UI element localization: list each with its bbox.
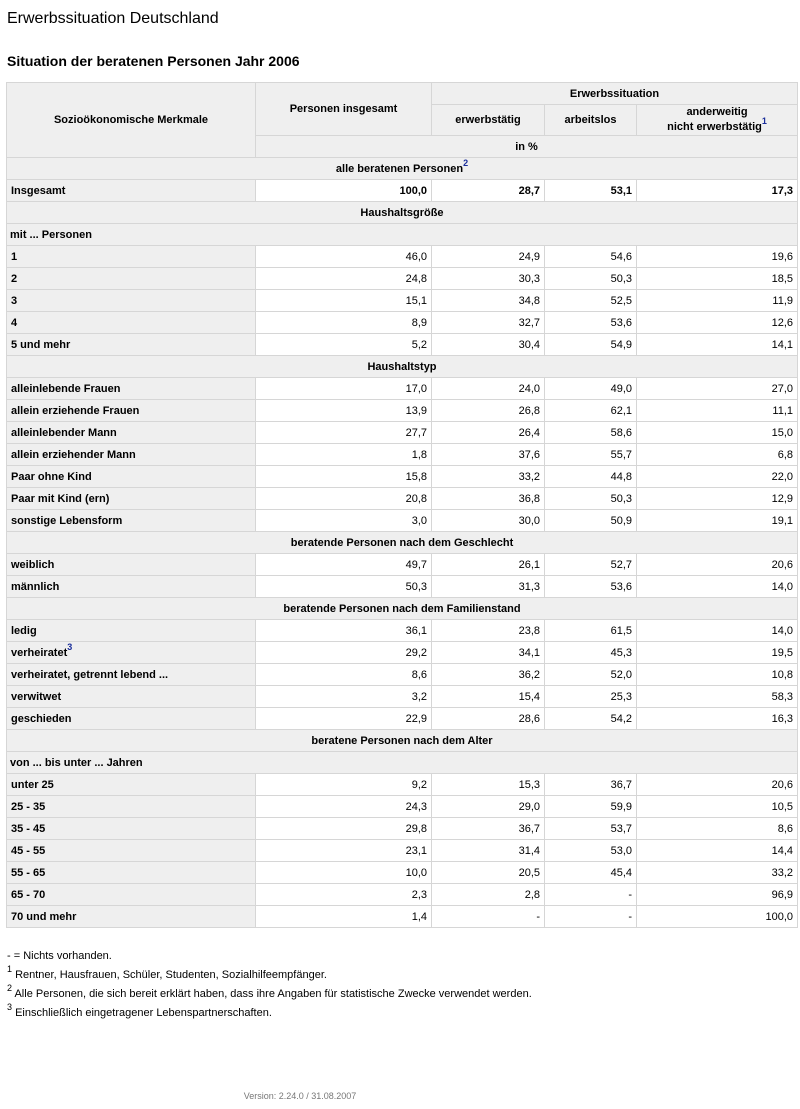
cell-anderweitig: 11,9 — [637, 290, 798, 312]
cell-arbeitslos: 50,3 — [545, 268, 637, 290]
cell-arbeitslos: 54,6 — [545, 246, 637, 268]
footnote-ref[interactable]: 3 — [67, 641, 73, 652]
table-row — [7, 862, 798, 884]
cell-erwerbstaetig: 28,7 — [432, 180, 545, 202]
row-label — [7, 290, 256, 312]
row-label-text: Insgesamt — [11, 184, 66, 197]
cell-anderweitig: 10,8 — [637, 664, 798, 686]
cell-erwerbstaetig: 36,7 — [432, 818, 545, 840]
section-title — [7, 356, 798, 378]
row-label-text: 1 — [11, 250, 18, 263]
row-label-text: verheiratet, getrennt lebend ... — [11, 668, 169, 681]
row-label — [7, 774, 256, 796]
row-label — [7, 466, 256, 488]
table-row — [7, 664, 798, 686]
section-title — [7, 158, 798, 180]
row-label-text: weiblich — [11, 558, 55, 571]
table-row — [7, 554, 798, 576]
row-label — [7, 576, 256, 598]
cell-insgesamt: 24,8 — [256, 268, 432, 290]
table-row — [7, 422, 798, 444]
cell-anderweitig: 6,8 — [637, 444, 798, 466]
cell-arbeitslos: 53,6 — [545, 576, 637, 598]
footnote-mark: 1 — [7, 964, 13, 975]
cell-insgesamt: 13,9 — [256, 400, 432, 422]
section-header-row — [7, 356, 798, 378]
cell-insgesamt: 29,2 — [256, 642, 432, 664]
row-label-text: männlich — [11, 580, 60, 593]
row-label-text: allein erziehende Frauen — [11, 404, 140, 417]
header-arbeitslos: arbeitslos — [545, 105, 637, 136]
cell-arbeitslos: 53,6 — [545, 312, 637, 334]
cell-erwerbstaetig: 15,3 — [432, 774, 545, 796]
footnote-ref[interactable]: 1 — [761, 116, 767, 127]
cell-erwerbstaetig: 30,3 — [432, 268, 545, 290]
cell-insgesamt: 49,7 — [256, 554, 432, 576]
cell-erwerbstaetig: 24,0 — [432, 378, 545, 400]
table-row — [7, 708, 798, 730]
row-label-text: unter 25 — [11, 778, 54, 791]
cell-anderweitig: 19,6 — [637, 246, 798, 268]
cell-insgesamt: 100,0 — [256, 180, 432, 202]
cell-anderweitig: 20,6 — [637, 774, 798, 796]
table-row — [7, 246, 798, 268]
cell-insgesamt: 8,9 — [256, 312, 432, 334]
row-label-text: verheiratet — [11, 646, 68, 659]
header-unit: in % — [256, 136, 798, 158]
cell-anderweitig: 17,3 — [637, 180, 798, 202]
row-label-text: ledig — [11, 624, 37, 637]
row-label — [7, 818, 256, 840]
row-label — [7, 422, 256, 444]
table-row — [7, 884, 798, 906]
cell-arbeitslos: 53,0 — [545, 840, 637, 862]
cell-erwerbstaetig: 30,4 — [432, 334, 545, 356]
footnote-text: Einschließlich eingetragener Lebenspartnerschaften. — [12, 1007, 272, 1019]
cell-erwerbstaetig: 23,8 — [432, 620, 545, 642]
row-label-text: verwitwet — [11, 690, 62, 703]
section-header-row — [7, 730, 798, 752]
cell-arbeitslos: - — [545, 906, 637, 928]
cell-anderweitig: 10,5 — [637, 796, 798, 818]
section-title-text: beratende Personen nach dem Geschlecht — [290, 536, 514, 549]
cell-anderweitig: 22,0 — [637, 466, 798, 488]
cell-anderweitig: 19,1 — [637, 510, 798, 532]
cell-anderweitig: 58,3 — [637, 686, 798, 708]
row-label-text: 45 - 55 — [11, 844, 46, 857]
section-title — [7, 730, 798, 752]
table-row — [7, 444, 798, 466]
cell-insgesamt: 15,8 — [256, 466, 432, 488]
cell-erwerbstaetig: 28,6 — [432, 708, 545, 730]
table-row — [7, 400, 798, 422]
cell-erwerbstaetig: 34,1 — [432, 642, 545, 664]
row-label — [7, 664, 256, 686]
cell-erwerbstaetig: 20,5 — [432, 862, 545, 884]
row-label-text: allein erziehender Mann — [11, 448, 136, 461]
table-row — [7, 378, 798, 400]
cell-insgesamt: 17,0 — [256, 378, 432, 400]
cell-erwerbstaetig: 36,8 — [432, 488, 545, 510]
table-row — [7, 466, 798, 488]
row-label — [7, 444, 256, 466]
cell-arbeitslos: 55,7 — [545, 444, 637, 466]
table-row — [7, 180, 798, 202]
footnote-mark: 2 — [7, 983, 13, 994]
cell-insgesamt: 36,1 — [256, 620, 432, 642]
cell-anderweitig: 19,5 — [637, 642, 798, 664]
cell-insgesamt: 3,2 — [256, 686, 432, 708]
cell-anderweitig: 18,5 — [637, 268, 798, 290]
data-table — [6, 82, 798, 928]
cell-insgesamt: 23,1 — [256, 840, 432, 862]
row-label — [7, 400, 256, 422]
header-erwerbssituation: Erwerbssituation — [432, 83, 798, 105]
cell-erwerbstaetig: 26,1 — [432, 554, 545, 576]
cell-erwerbstaetig: 26,4 — [432, 422, 545, 444]
table-row — [7, 290, 798, 312]
row-label-text: 55 - 65 — [11, 866, 46, 879]
cell-arbeitslos: 54,9 — [545, 334, 637, 356]
cell-erwerbstaetig: 26,8 — [432, 400, 545, 422]
cell-arbeitslos: 49,0 — [545, 378, 637, 400]
row-label-text: geschieden — [11, 712, 72, 725]
row-label — [7, 840, 256, 862]
row-label-text: 35 - 45 — [11, 822, 46, 835]
table-row — [7, 774, 798, 796]
section-subtitle: von ... bis unter ... Jahren — [7, 752, 798, 774]
table-row — [7, 796, 798, 818]
row-label — [7, 180, 256, 202]
header-erwerbstaetig: erwerbstätig — [432, 105, 545, 136]
cell-anderweitig: 27,0 — [637, 378, 798, 400]
cell-anderweitig: 33,2 — [637, 862, 798, 884]
cell-anderweitig: 15,0 — [637, 422, 798, 444]
cell-insgesamt: 22,9 — [256, 708, 432, 730]
table-row — [7, 620, 798, 642]
cell-anderweitig: 14,4 — [637, 840, 798, 862]
table-row — [7, 818, 798, 840]
cell-anderweitig: 96,9 — [637, 884, 798, 906]
cell-insgesamt: 50,3 — [256, 576, 432, 598]
cell-erwerbstaetig: 33,2 — [432, 466, 545, 488]
cell-anderweitig: 16,3 — [637, 708, 798, 730]
header-insgesamt: Personen insgesamt — [256, 83, 432, 136]
cell-insgesamt: 1,8 — [256, 444, 432, 466]
cell-arbeitslos: 62,1 — [545, 400, 637, 422]
cell-insgesamt: 2,3 — [256, 884, 432, 906]
footnote-text: - = Nichts vorhanden. — [7, 950, 112, 962]
cell-anderweitig: 14,0 — [637, 576, 798, 598]
cell-anderweitig: 12,9 — [637, 488, 798, 510]
cell-anderweitig: 12,6 — [637, 312, 798, 334]
cell-erwerbstaetig: 29,0 — [432, 796, 545, 818]
row-label — [7, 378, 256, 400]
version-info: Version: 2.24.0 / 31.08.2007 — [243, 1091, 357, 1101]
row-label-text: 3 — [11, 294, 18, 307]
row-label-text: 2 — [11, 272, 18, 285]
cell-arbeitslos: 50,9 — [545, 510, 637, 532]
footnote-ref[interactable]: 2 — [463, 157, 469, 168]
cell-arbeitslos: 36,7 — [545, 774, 637, 796]
cell-erwerbstaetig: 37,6 — [432, 444, 545, 466]
table-body — [7, 158, 798, 928]
table-row — [7, 334, 798, 356]
row-label-text: 4 — [11, 316, 18, 329]
cell-insgesamt: 15,1 — [256, 290, 432, 312]
row-label-text: sonstige Lebensform — [11, 514, 123, 527]
cell-arbeitslos: 52,0 — [545, 664, 637, 686]
section-title-text: beratende Personen nach dem Familienstand — [283, 602, 521, 615]
row-label — [7, 488, 256, 510]
cell-arbeitslos: 58,6 — [545, 422, 637, 444]
cell-insgesamt: 8,6 — [256, 664, 432, 686]
section-header-row — [7, 598, 798, 620]
page-title: Erwerbssituation Deutschland — [7, 10, 219, 27]
section-title-text: Haushaltstyp — [367, 360, 437, 373]
cell-erwerbstaetig: - — [432, 906, 545, 928]
section-title — [7, 598, 798, 620]
cell-arbeitslos: 45,3 — [545, 642, 637, 664]
section-title — [7, 532, 798, 554]
cell-erwerbstaetig: 31,4 — [432, 840, 545, 862]
header-merkmale: Sozioökonomische Merkmale — [7, 83, 256, 158]
cell-insgesamt: 24,3 — [256, 796, 432, 818]
cell-arbeitslos: 52,5 — [545, 290, 637, 312]
footnote-text: Rentner, Hausfrauen, Schüler, Studenten, Sozialhilfeempfänger. — [12, 969, 327, 981]
section-title-text: Haushaltsgröße — [360, 206, 444, 219]
header-anderweitig-line2: nicht erwerbstätig — [667, 121, 762, 133]
section-subtitle-row — [7, 224, 798, 246]
cell-insgesamt: 5,2 — [256, 334, 432, 356]
section-subtitle-row — [7, 752, 798, 774]
footnote — [7, 1004, 532, 1023]
table-row — [7, 488, 798, 510]
cell-anderweitig: 14,0 — [637, 620, 798, 642]
table-row — [7, 906, 798, 928]
row-label — [7, 268, 256, 290]
cell-insgesamt: 1,4 — [256, 906, 432, 928]
cell-insgesamt: 3,0 — [256, 510, 432, 532]
row-label — [7, 312, 256, 334]
row-label — [7, 862, 256, 884]
cell-erwerbstaetig: 24,9 — [432, 246, 545, 268]
cell-arbeitslos: 59,9 — [545, 796, 637, 818]
table-row — [7, 268, 798, 290]
section-header-row — [7, 532, 798, 554]
section-header-row — [7, 202, 798, 224]
row-label-text: 25 - 35 — [11, 800, 46, 813]
footnote — [7, 947, 532, 966]
row-label — [7, 620, 256, 642]
cell-arbeitslos: 25,3 — [545, 686, 637, 708]
row-label-text: Paar mit Kind (ern) — [11, 492, 110, 505]
cell-erwerbstaetig: 30,0 — [432, 510, 545, 532]
header-anderweitig-line1: anderweitig — [686, 106, 748, 118]
table-title: Situation der beratenen Personen Jahr 2006 — [7, 53, 300, 69]
footnote — [7, 966, 532, 985]
cell-insgesamt: 27,7 — [256, 422, 432, 444]
section-title — [7, 202, 798, 224]
table-row — [7, 642, 798, 664]
cell-erwerbstaetig: 31,3 — [432, 576, 545, 598]
cell-anderweitig: 14,1 — [637, 334, 798, 356]
cell-arbeitslos: - — [545, 884, 637, 906]
cell-erwerbstaetig: 36,2 — [432, 664, 545, 686]
table-row — [7, 312, 798, 334]
row-label — [7, 246, 256, 268]
table-row — [7, 840, 798, 862]
row-label — [7, 884, 256, 906]
cell-arbeitslos: 54,2 — [545, 708, 637, 730]
cell-insgesamt: 46,0 — [256, 246, 432, 268]
row-label — [7, 796, 256, 818]
cell-erwerbstaetig: 34,8 — [432, 290, 545, 312]
row-label — [7, 708, 256, 730]
row-label — [7, 906, 256, 928]
row-label-text: 5 und mehr — [11, 338, 71, 351]
footnote-text: Alle Personen, die sich bereit erklärt haben, dass ihre Angaben für statistische Zwecke verwendet werden. — [12, 988, 532, 1000]
cell-insgesamt: 20,8 — [256, 488, 432, 510]
table-row — [7, 510, 798, 532]
row-label — [7, 686, 256, 708]
cell-arbeitslos: 61,5 — [545, 620, 637, 642]
section-header-row — [7, 158, 798, 180]
table-row — [7, 686, 798, 708]
row-label — [7, 642, 256, 664]
row-label — [7, 510, 256, 532]
table-header — [7, 83, 798, 158]
header-anderweitig — [637, 105, 798, 136]
row-label-text: Paar ohne Kind — [11, 470, 92, 483]
cell-anderweitig: 11,1 — [637, 400, 798, 422]
cell-anderweitig: 100,0 — [637, 906, 798, 928]
cell-arbeitslos: 50,3 — [545, 488, 637, 510]
row-label-text: alleinlebende Frauen — [11, 382, 121, 395]
row-label-text: 65 - 70 — [11, 888, 46, 901]
cell-arbeitslos: 44,8 — [545, 466, 637, 488]
row-label — [7, 334, 256, 356]
cell-arbeitslos: 53,7 — [545, 818, 637, 840]
cell-arbeitslos: 52,7 — [545, 554, 637, 576]
cell-erwerbstaetig: 15,4 — [432, 686, 545, 708]
footnote-mark: 3 — [7, 1002, 13, 1013]
cell-insgesamt: 9,2 — [256, 774, 432, 796]
section-subtitle: mit ... Personen — [7, 224, 798, 246]
section-title-text: beratene Personen nach dem Alter — [311, 734, 493, 747]
row-label-text: 70 und mehr — [11, 910, 77, 923]
row-label-text: alleinlebender Mann — [11, 426, 117, 439]
cell-insgesamt: 10,0 — [256, 862, 432, 884]
cell-anderweitig: 20,6 — [637, 554, 798, 576]
cell-anderweitig: 8,6 — [637, 818, 798, 840]
cell-arbeitslos: 53,1 — [545, 180, 637, 202]
cell-erwerbstaetig: 32,7 — [432, 312, 545, 334]
section-title-text: alle beratenen Personen — [335, 162, 464, 175]
table-row — [7, 576, 798, 598]
cell-insgesamt: 29,8 — [256, 818, 432, 840]
footnotes — [7, 947, 532, 1023]
footnote — [7, 985, 532, 1004]
cell-erwerbstaetig: 2,8 — [432, 884, 545, 906]
cell-arbeitslos: 45,4 — [545, 862, 637, 884]
row-label — [7, 554, 256, 576]
